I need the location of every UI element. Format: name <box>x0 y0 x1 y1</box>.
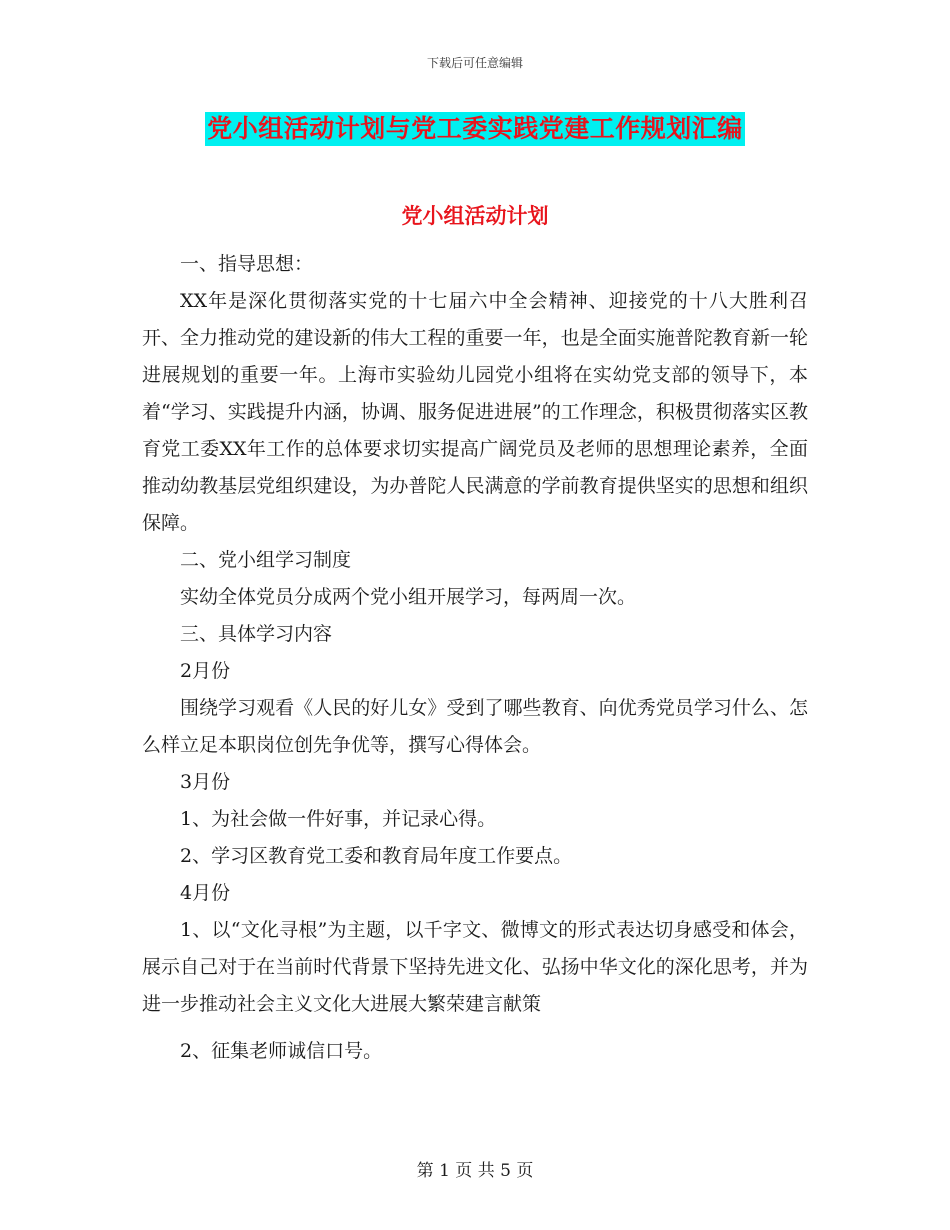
paragraph: 3月份 <box>180 771 231 793</box>
paragraph: 一、指导思想： <box>180 253 314 275</box>
document-title-text: 党小组活动计划与党工委实践党建工作规划汇编 <box>205 112 745 146</box>
paragraph: 1、为社会做一件好事，并记录心得。 <box>180 808 497 830</box>
document-title <box>0 112 950 146</box>
paragraph: 三、具体学习内容 <box>180 623 333 645</box>
paragraph: 1、以“文化寻根”为主题，以千字文、微博文的形式表达切身感受和体会，展示自己对于在当前时代背景下坚持先进文化、弘扬中华文化的深化思考，并为进一步推动社会主义文化大进展大繁荣建言献策 <box>142 919 808 1015</box>
paragraph: 实幼全体党员分成两个党小组开展学习，每两周一次。 <box>180 586 637 608</box>
document-body <box>142 246 808 1070</box>
paragraph: XX年是深化贯彻落实党的十七届六中全会精神、迎接党的十八大胜利召开、全力推动党的建设新的伟大工程的重要一年，也是全面实施普陀教育新一轮进展规划的重要一年。上海市实验幼儿园党小组将在实幼党支部的领导下，本着“学习、实践提升内涵，协调、服务促进进展”的工作理念，积极贯彻落实区教育党工委XX年工作的总体要求切实提高广阔党员及老师的思想理论素养，全面推动幼教基层党组织建设，为办普陀人民满意的学前教育提供坚实的思想和组织保障。 <box>142 290 808 534</box>
paragraph: 4月份 <box>180 882 231 904</box>
section-title: 党小组活动计划 <box>401 203 549 228</box>
page-footer: 第 1 页 共 5 页 <box>416 1161 534 1181</box>
paragraph: 2、学习区教育党工委和教育局年度工作要点。 <box>180 845 573 867</box>
paragraph: 围绕学习观看《人民的好儿女》受到了哪些教育、向优秀党员学习什么、怎么样立足本职岗位创先争优等，撰写心得体会。 <box>142 697 808 756</box>
paragraph: 二、党小组学习制度 <box>180 549 352 571</box>
header-note: 下载后可任意编辑 <box>426 56 523 70</box>
paragraph: 2月份 <box>180 660 231 682</box>
paragraph: 2、征集老师诚信口号。 <box>180 1040 383 1062</box>
